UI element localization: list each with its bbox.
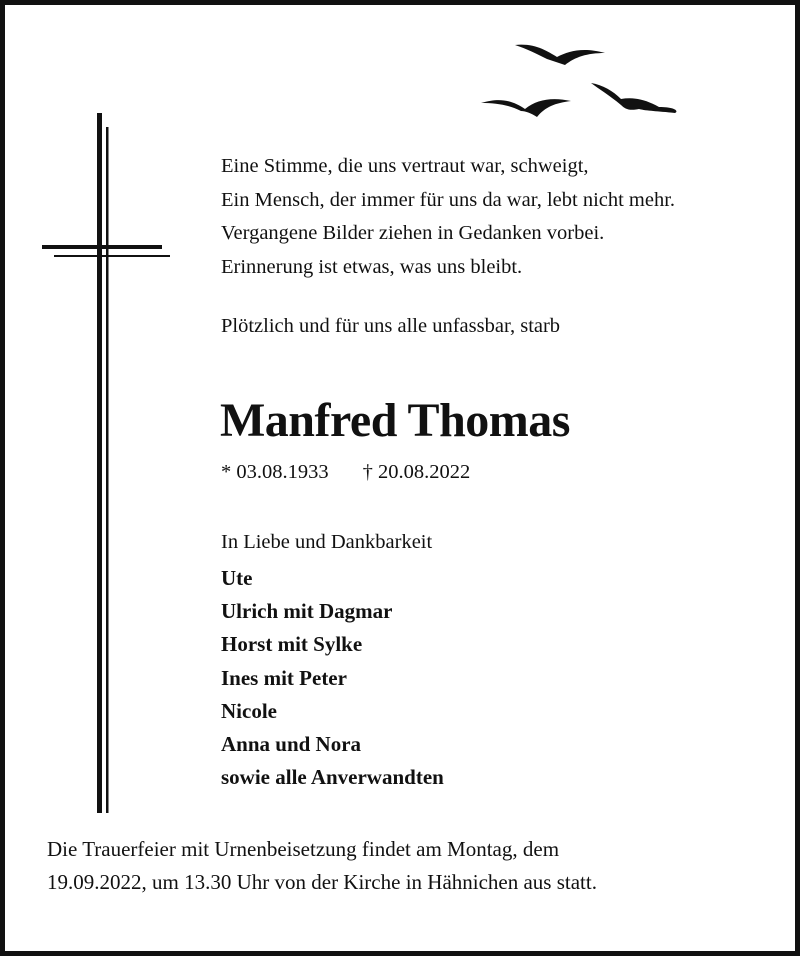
poem-line: Erinnerung ist etwas, was uns bleibt.	[221, 255, 523, 278]
mourner: Ulrich mit Dagmar	[221, 599, 393, 624]
deceased-name: Manfred Thomas	[220, 394, 570, 447]
poem	[221, 150, 675, 284]
life-dates	[221, 461, 470, 484]
cross-icon	[39, 113, 174, 813]
birth-date: * 03.08.1933	[221, 461, 329, 483]
ceremony-info	[47, 833, 597, 899]
ceremony-line: 19.09.2022, um 13.30 Uhr von der Kirche in Hähnichen aus statt.	[47, 870, 597, 894]
poem-line: Ein Mensch, der immer für uns da war, lebt nicht mehr.	[221, 188, 676, 211]
thanks-line: In Liebe und Dankbarkeit	[221, 531, 433, 553]
death-date: † 20.08.2022	[362, 461, 471, 483]
poem-line: Vergangene Bilder ziehen in Gedanken vorbei.	[221, 222, 605, 244]
mourner: Horst mit Sylke	[221, 632, 363, 657]
mourner: Nicole	[221, 698, 277, 723]
mourner: Ute	[221, 566, 253, 590]
birds-icon	[475, 33, 685, 128]
mourner: Anna und Nora	[221, 732, 362, 757]
mourner: sowie alle Anverwandten	[221, 765, 444, 790]
poem-line: Eine Stimme, die uns vertraut war, schweigt,	[221, 155, 589, 177]
ceremony-line: Die Trauerfeier mit Urnenbeisetzung findet am Montag, dem	[47, 837, 560, 861]
death-announcement: Plötzlich und für uns alle unfassbar, starb	[221, 315, 561, 337]
mourner: Ines mit Peter	[221, 665, 347, 690]
mourners-list	[221, 562, 444, 794]
